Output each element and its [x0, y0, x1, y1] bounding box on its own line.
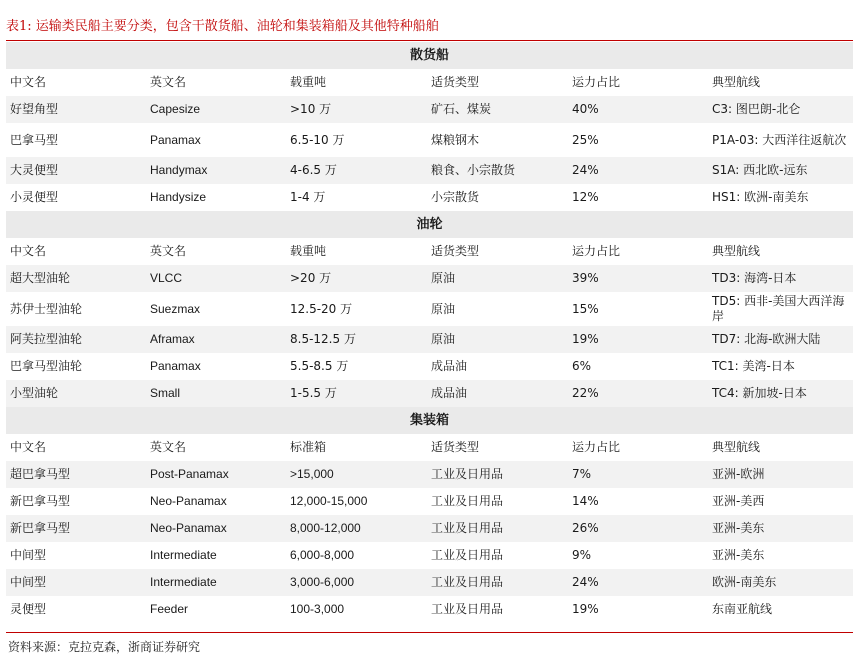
column-header: 英文名 — [150, 75, 187, 89]
column-header: 中文名 — [10, 440, 47, 454]
column-header: 适货类型 — [431, 75, 480, 89]
table-cell: Small — [146, 380, 286, 407]
table-cell: 工业及日用品 — [427, 569, 568, 596]
section-header-tanker — [6, 211, 853, 238]
section-header-container — [6, 407, 853, 434]
table-cell: Handysize — [150, 190, 207, 204]
column-header: 运力占比 — [572, 440, 621, 454]
table-cell: 小型油轮 — [6, 380, 146, 407]
column-header: 适货类型 — [431, 440, 480, 454]
table-cell: Neo-Panamax — [146, 515, 286, 542]
table-cell: 巴拿马型油轮 — [10, 359, 83, 373]
section-title: 油轮 — [6, 211, 853, 238]
column-header: 中文名 — [10, 244, 47, 258]
column-header: 载重吨 — [290, 244, 327, 258]
column-header: 典型航线 — [712, 440, 761, 454]
table-cell: 40% — [568, 96, 708, 123]
source-note: 资料来源：克拉克森，浙商证券研究 — [8, 640, 201, 654]
table-cell: 6,000-8,000 — [290, 548, 355, 562]
table-cell: 9% — [572, 548, 592, 562]
table-cell: TD3: 海湾-日本 — [708, 265, 853, 292]
column-header: 运力占比 — [572, 75, 621, 89]
table-cell: 7% — [568, 461, 708, 488]
column-header: 标准箱 — [290, 440, 327, 454]
table-cell: Suezmax — [150, 301, 201, 316]
table-cell: 工业及日用品 — [427, 461, 568, 488]
table-cell: P1A-03: 大西洋往返航次 — [712, 132, 847, 147]
table-cell: 巴拿马型 — [10, 132, 59, 147]
table-cell: 超巴拿马型 — [6, 461, 146, 488]
footer-rule — [6, 632, 853, 633]
table-cell: TC4: 新加坡-日本 — [708, 380, 853, 407]
table-cell: 原油 — [431, 301, 456, 316]
column-header-row — [6, 238, 853, 265]
column-header: 运力占比 — [572, 244, 621, 258]
table-cell: 亚洲-美东 — [712, 548, 765, 562]
table-cell: 亚洲-美西 — [712, 494, 765, 508]
column-header: 载重吨 — [290, 75, 327, 89]
table-cell: 工业及日用品 — [431, 602, 504, 616]
table-cell: 100-3,000 — [290, 602, 345, 616]
table-cell: 12% — [572, 190, 599, 204]
table-row — [6, 96, 853, 123]
table-cell: 矿石、煤炭 — [427, 96, 568, 123]
table-cell: 4-6.5 万 — [286, 157, 427, 184]
table-cell: TC1: 美湾-日本 — [712, 359, 795, 373]
table-cell: S1A: 西北欧-远东 — [708, 157, 853, 184]
ship-classification-table — [6, 42, 853, 623]
table-cell: 苏伊士型油轮 — [10, 301, 83, 316]
table-cell: >20 万 — [286, 265, 427, 292]
table-row — [6, 184, 853, 211]
caption-rule — [6, 40, 853, 41]
table-cell: 工业及日用品 — [431, 548, 504, 562]
column-header: 英文名 — [150, 440, 187, 454]
table-row — [6, 542, 853, 569]
table-row — [6, 265, 853, 292]
table-cell: 煤粮钢木 — [431, 132, 480, 147]
table-cell: TD5: 西非-美国大西洋海岸 — [712, 294, 845, 323]
table-cell: 东南亚航线 — [712, 602, 773, 616]
section-title: 集装箱 — [6, 407, 853, 434]
table-cell: 亚洲-美东 — [708, 515, 853, 542]
table-caption: 表1: 运输类民船主要分类，包含干散货船、油轮和集装箱船及其他特种船舶 — [6, 19, 439, 34]
table-cell: Feeder — [150, 602, 189, 616]
table-cell: Aframax — [146, 326, 286, 353]
table-cell: 大灵便型 — [6, 157, 146, 184]
table-cell: 小宗散货 — [431, 190, 480, 204]
table-cell: 阿芙拉型油轮 — [6, 326, 146, 353]
table-cell: 1-4 万 — [290, 190, 326, 204]
table-cell: 8,000-12,000 — [286, 515, 427, 542]
table-row — [6, 488, 853, 515]
column-header-row — [6, 69, 853, 96]
column-header: 典型航线 — [712, 75, 761, 89]
table-cell: 新巴拿马型 — [6, 515, 146, 542]
table-row — [6, 596, 853, 623]
section-header-bulk — [6, 42, 853, 69]
table-cell: 超大型油轮 — [6, 265, 146, 292]
table-row — [6, 353, 853, 380]
column-header: 英文名 — [150, 244, 187, 258]
table-cell: 粮食、小宗散货 — [427, 157, 568, 184]
table-cell: 好望角型 — [6, 96, 146, 123]
table-cell: 6% — [572, 359, 592, 373]
table-cell: 8.5-12.5 万 — [286, 326, 427, 353]
table-cell: 灵便型 — [10, 602, 47, 616]
table-cell: TD7: 北海-欧洲大陆 — [708, 326, 853, 353]
table-cell: 亚洲-欧洲 — [708, 461, 853, 488]
table-cell: Handymax — [146, 157, 286, 184]
table-cell: Panamax — [150, 359, 201, 373]
column-header: 适货类型 — [431, 244, 480, 258]
table-cell: 3,000-6,000 — [286, 569, 427, 596]
table-cell: 19% — [572, 602, 599, 616]
table-cell: 26% — [568, 515, 708, 542]
table-cell: >10 万 — [286, 96, 427, 123]
table-row — [6, 515, 853, 542]
table-cell: Neo-Panamax — [150, 494, 227, 508]
table-cell: 原油 — [427, 326, 568, 353]
table-cell: 12.5-20 万 — [290, 301, 353, 316]
column-header: 典型航线 — [712, 244, 761, 258]
table-cell: 19% — [568, 326, 708, 353]
table-cell: 24% — [568, 157, 708, 184]
table-cell: 工业及日用品 — [431, 494, 504, 508]
table-cell: 39% — [568, 265, 708, 292]
column-header: 中文名 — [10, 75, 47, 89]
table-cell: 25% — [572, 132, 599, 147]
table-cell: Capesize — [146, 96, 286, 123]
table-cell: 成品油 — [431, 359, 468, 373]
table-row — [6, 461, 853, 488]
table-cell: 14% — [572, 494, 599, 508]
table-cell: 6.5-10 万 — [290, 132, 345, 147]
table-cell: 24% — [568, 569, 708, 596]
column-header-row — [6, 434, 853, 461]
table-cell: >15,000 — [286, 461, 427, 488]
table-cell: 5.5-8.5 万 — [290, 359, 349, 373]
table-cell: 成品油 — [427, 380, 568, 407]
table-cell: 12,000-15,000 — [290, 494, 368, 508]
table-cell: 欧洲-南美东 — [708, 569, 853, 596]
table-row — [6, 292, 853, 326]
table-cell: HS1: 欧洲-南美东 — [712, 190, 809, 204]
table-row — [6, 157, 853, 184]
table-cell: 小灵便型 — [10, 190, 59, 204]
table-cell: C3: 图巴朗-北仑 — [708, 96, 853, 123]
table-row — [6, 326, 853, 353]
table-cell: 中间型 — [10, 548, 47, 562]
table-cell: 22% — [568, 380, 708, 407]
table-cell: VLCC — [146, 265, 286, 292]
table-cell: Post-Panamax — [146, 461, 286, 488]
table-cell: Panamax — [150, 132, 201, 147]
table-row — [6, 123, 853, 157]
table-cell: 工业及日用品 — [427, 515, 568, 542]
table-cell: Intermediate — [146, 569, 286, 596]
table-cell: 原油 — [427, 265, 568, 292]
table-cell: 1-5.5 万 — [286, 380, 427, 407]
section-title: 散货船 — [6, 42, 853, 69]
table-cell: Intermediate — [150, 548, 217, 562]
table-cell: 新巴拿马型 — [10, 494, 71, 508]
table-row — [6, 380, 853, 407]
table-cell: 中间型 — [6, 569, 146, 596]
table-row — [6, 569, 853, 596]
table-cell: 15% — [572, 301, 599, 316]
